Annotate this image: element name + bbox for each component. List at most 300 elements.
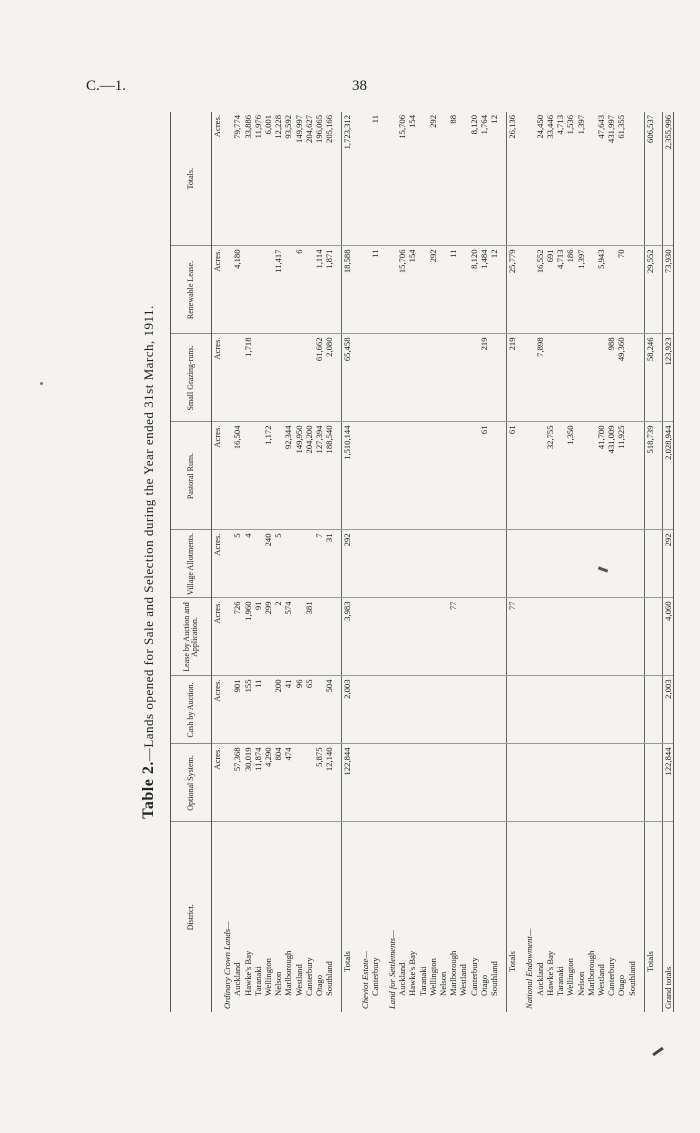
table-row xyxy=(407,112,417,1012)
table-cell xyxy=(304,246,314,334)
table-cell xyxy=(499,822,507,1012)
table-cell xyxy=(479,744,489,822)
table-row xyxy=(324,112,334,1012)
table-cell xyxy=(438,676,448,744)
table-cell: 4,290 xyxy=(263,744,273,822)
row-label: Hawke's Bay xyxy=(544,950,555,996)
table-cell xyxy=(428,676,438,744)
table-cell xyxy=(263,676,273,744)
table-cell xyxy=(616,598,626,676)
table-cell xyxy=(458,598,468,676)
table-cell xyxy=(407,744,417,822)
table-cell: 31 xyxy=(324,530,334,598)
table-cell: 11 xyxy=(370,112,380,246)
table-cell xyxy=(555,676,565,744)
table-cell xyxy=(469,676,479,744)
table-row xyxy=(243,112,253,1012)
table-cell xyxy=(418,422,428,530)
table-row xyxy=(263,112,273,1012)
table-cell: 8,120 xyxy=(469,112,479,246)
table-cell xyxy=(489,530,499,598)
table-cell xyxy=(387,422,397,530)
table-cell xyxy=(586,246,596,334)
table-cell: 65,458 xyxy=(342,334,353,422)
column-header: District. xyxy=(171,822,212,1012)
table-cell xyxy=(253,422,263,530)
table-cell xyxy=(334,246,342,334)
table-cell xyxy=(596,676,606,744)
table-cell xyxy=(545,530,555,598)
row-label: Canterbury xyxy=(606,957,617,996)
table-cell xyxy=(360,676,370,744)
table-cell xyxy=(380,822,387,1012)
table-cell xyxy=(353,334,360,422)
table-cell: 691 xyxy=(545,246,555,334)
rotated-table-frame xyxy=(140,112,673,1012)
table-caption: —Lands opened for Sale and Selection during the Year ended 31st March, 1911. xyxy=(141,305,156,762)
table-cell: 8,120 xyxy=(469,246,479,334)
table-cell xyxy=(458,334,468,422)
row-label: Auckland xyxy=(534,962,545,996)
table-row xyxy=(586,112,596,1012)
table-cell: 49,360 xyxy=(616,334,626,422)
table-cell xyxy=(517,246,524,334)
table-cell xyxy=(407,530,417,598)
table-cell: 12,228 xyxy=(273,112,283,246)
spacer-row xyxy=(637,112,645,1012)
table-cell: 4,713 xyxy=(555,112,565,246)
table-cell: 240 xyxy=(263,530,273,598)
table-cell xyxy=(517,530,524,598)
table-cell xyxy=(353,422,360,530)
table-cell xyxy=(360,246,370,334)
table-cell xyxy=(418,112,428,246)
table-cell xyxy=(222,598,232,676)
table-cell: 204,627 xyxy=(304,112,314,246)
table-cell: 149,950 xyxy=(294,422,304,530)
table-cell: 25,779 xyxy=(507,246,518,334)
table-cell xyxy=(360,598,370,676)
table-cell: 2,003 xyxy=(662,676,673,744)
table-cell xyxy=(222,744,232,822)
table-cell xyxy=(253,246,263,334)
table-cell xyxy=(283,530,293,598)
column-header: Renewable Lease. xyxy=(171,246,212,334)
table-cell xyxy=(360,112,370,246)
table-cell: 61,355 xyxy=(616,112,626,246)
table-cell xyxy=(387,112,397,246)
column-header: Village Allotments. xyxy=(171,530,212,598)
table-cell xyxy=(387,598,397,676)
table-cell xyxy=(397,744,407,822)
table-cell: 73,930 xyxy=(662,246,673,334)
table-cell xyxy=(545,676,555,744)
table-cell xyxy=(524,744,534,822)
table-row xyxy=(535,112,545,1012)
table-row xyxy=(616,112,626,1012)
table-cell xyxy=(334,530,342,598)
row-label: Auckland xyxy=(232,962,243,996)
totals-row xyxy=(342,112,353,1012)
table-cell: 4,713 xyxy=(555,246,565,334)
table-cell: 2,080 xyxy=(324,334,334,422)
row-label: Taranaki xyxy=(555,966,566,996)
spacer-row xyxy=(517,112,524,1012)
table-cell xyxy=(387,246,397,334)
table-cell: 518,739 xyxy=(644,422,655,530)
row-label: Taranaki xyxy=(252,966,263,996)
table-cell xyxy=(458,112,468,246)
table-cell xyxy=(606,676,616,744)
table-cell xyxy=(627,676,637,744)
table-cell: 65 xyxy=(304,676,314,744)
table-cell xyxy=(370,422,380,530)
table-cell: 5,875 xyxy=(314,744,324,822)
section-heading: Cheviot Estate— xyxy=(359,951,370,1009)
table-cell: 186 xyxy=(565,246,575,334)
table-cell xyxy=(616,744,626,822)
table-number: Table 2. xyxy=(140,761,157,819)
table-cell xyxy=(606,246,616,334)
row-label: Taranaki xyxy=(417,966,428,996)
table-cell xyxy=(499,334,507,422)
table-cell: 11,925 xyxy=(616,422,626,530)
table-cell xyxy=(637,822,645,1012)
table-cell xyxy=(627,744,637,822)
table-cell xyxy=(627,246,637,334)
table-cell xyxy=(517,598,524,676)
table-cell xyxy=(469,598,479,676)
row-label: Marlborough xyxy=(448,950,459,996)
table-cell xyxy=(407,676,417,744)
table-cell xyxy=(353,246,360,334)
table-cell: 1,718 xyxy=(243,334,253,422)
column-header: Cash by Auction. xyxy=(171,676,212,744)
table-cell xyxy=(606,598,616,676)
grand-totals-row xyxy=(662,112,673,1012)
table-cell: 1,536 xyxy=(565,112,575,246)
table-cell xyxy=(438,422,448,530)
table-cell: 91 xyxy=(253,598,263,676)
table-cell xyxy=(428,598,438,676)
table-cell xyxy=(448,676,458,744)
table-cell: 11,417 xyxy=(273,246,283,334)
table-cell: 57,368 xyxy=(232,744,242,822)
lands-table xyxy=(170,112,674,1012)
table-cell xyxy=(360,334,370,422)
table-cell xyxy=(655,676,663,744)
table-cell: 29,552 xyxy=(644,246,655,334)
table-cell xyxy=(387,530,397,598)
table-cell xyxy=(353,112,360,246)
row-label: Canterbury xyxy=(369,957,380,996)
table-cell xyxy=(565,334,575,422)
table-cell xyxy=(397,530,407,598)
table-row xyxy=(232,112,242,1012)
table-cell: 47,643 xyxy=(596,112,606,246)
table-row xyxy=(428,112,438,1012)
unit-label: Acres. xyxy=(212,246,223,334)
row-label: Auckland xyxy=(397,962,408,996)
table-cell: 1,510,144 xyxy=(342,422,353,530)
unit-label: Acres. xyxy=(212,676,223,744)
table-cell: 11,976 xyxy=(253,112,263,246)
table-cell xyxy=(507,744,518,822)
table-cell xyxy=(334,112,342,246)
table-cell xyxy=(499,530,507,598)
table-cell: 219 xyxy=(479,334,489,422)
table-cell: 30,019 xyxy=(243,744,253,822)
table-cell xyxy=(458,676,468,744)
table-cell xyxy=(644,744,655,822)
spacer-row xyxy=(353,112,360,1012)
table-cell: 1,114 xyxy=(314,246,324,334)
table-cell xyxy=(458,530,468,598)
table-cell: 2,003 xyxy=(342,676,353,744)
table-cell xyxy=(596,598,606,676)
table-cell xyxy=(524,422,534,530)
table-cell: 15,706 xyxy=(397,246,407,334)
table-cell xyxy=(479,598,489,676)
table-cell: 188,540 xyxy=(324,422,334,530)
table-cell: 431,997 xyxy=(606,112,616,246)
column-header: Small Grazing-runs. xyxy=(171,334,212,422)
table-cell xyxy=(304,744,314,822)
table-cell xyxy=(524,112,534,246)
table-cell xyxy=(576,744,586,822)
table-cell xyxy=(517,422,524,530)
table-cell xyxy=(489,744,499,822)
table-cell: 77 xyxy=(448,598,458,676)
table-cell xyxy=(524,246,534,334)
table-cell xyxy=(606,530,616,598)
table-cell xyxy=(644,598,655,676)
section-heading: Ordinary Crown Lands— xyxy=(222,921,233,1009)
row-label: Marlborough xyxy=(585,950,596,996)
table-cell xyxy=(489,334,499,422)
table-cell: 292 xyxy=(428,112,438,246)
table-cell xyxy=(370,530,380,598)
table-cell xyxy=(353,530,360,598)
table-cell xyxy=(535,422,545,530)
table-cell xyxy=(222,112,232,246)
table-cell xyxy=(489,676,499,744)
table-cell xyxy=(499,246,507,334)
table-cell xyxy=(438,246,448,334)
row-label: Wellington xyxy=(427,958,438,996)
table-cell xyxy=(438,598,448,676)
table-cell: 292 xyxy=(662,530,673,598)
table-cell xyxy=(448,334,458,422)
units-row xyxy=(212,112,223,1012)
table-cell xyxy=(586,112,596,246)
column-header: Lease by Auction and Application. xyxy=(171,598,212,676)
table-cell: 606,537 xyxy=(644,112,655,246)
table-cell xyxy=(637,530,645,598)
row-label: Canterbury xyxy=(303,957,314,996)
table-cell xyxy=(294,598,304,676)
table-cell xyxy=(469,744,479,822)
table-cell: 292 xyxy=(428,246,438,334)
table-cell xyxy=(655,246,663,334)
table-cell: 2,355,996 xyxy=(662,112,673,246)
table-cell xyxy=(407,422,417,530)
table-cell xyxy=(428,334,438,422)
table-cell xyxy=(428,530,438,598)
table-row xyxy=(565,112,575,1012)
table-cell xyxy=(263,334,273,422)
table-cell: 574 xyxy=(283,598,293,676)
table-row xyxy=(606,112,616,1012)
table-cell xyxy=(507,530,518,598)
table-cell xyxy=(616,530,626,598)
unit-label: Acres. xyxy=(212,422,223,530)
table-cell xyxy=(606,744,616,822)
table-cell xyxy=(438,530,448,598)
table-cell xyxy=(222,246,232,334)
row-label: Totals xyxy=(342,822,353,1012)
table-cell: 26,136 xyxy=(507,112,518,246)
table-cell: 12 xyxy=(489,246,499,334)
table-row xyxy=(438,112,448,1012)
table-title xyxy=(140,112,166,1012)
table-cell: 1,960 xyxy=(243,598,253,676)
table-cell xyxy=(517,676,524,744)
table-cell: 61 xyxy=(479,422,489,530)
table-row xyxy=(418,112,428,1012)
table-cell xyxy=(353,822,360,1012)
row-label: Westland xyxy=(458,964,469,996)
table-cell xyxy=(380,334,387,422)
table-cell xyxy=(304,334,314,422)
table-header xyxy=(171,112,212,1012)
table-cell xyxy=(499,422,507,530)
unit-label: Acres. xyxy=(212,598,223,676)
table-cell xyxy=(535,530,545,598)
table-cell xyxy=(314,676,324,744)
table-cell: 70 xyxy=(616,246,626,334)
table-cell xyxy=(407,598,417,676)
table-cell xyxy=(576,530,586,598)
table-cell xyxy=(637,598,645,676)
table-cell xyxy=(304,530,314,598)
table-cell: 58,246 xyxy=(644,334,655,422)
table-cell: 32,755 xyxy=(545,422,555,530)
table-cell xyxy=(616,676,626,744)
table-cell xyxy=(360,530,370,598)
table-cell xyxy=(586,598,596,676)
table-cell xyxy=(655,334,663,422)
table-cell xyxy=(428,744,438,822)
table-cell xyxy=(637,744,645,822)
table-cell xyxy=(380,246,387,334)
table-cell xyxy=(545,598,555,676)
pen-mark xyxy=(652,1047,664,1056)
table-cell: 122,844 xyxy=(662,744,673,822)
table-cell xyxy=(489,598,499,676)
table-cell xyxy=(555,334,565,422)
table-cell: 154 xyxy=(407,112,417,246)
table-cell xyxy=(517,334,524,422)
table-cell: 11,874 xyxy=(253,744,263,822)
table-cell: 6 xyxy=(294,246,304,334)
totals-row xyxy=(507,112,518,1012)
table-cell: 61 xyxy=(507,422,518,530)
table-cell: 11 xyxy=(370,246,380,334)
table-cell: 12 xyxy=(489,112,499,246)
table-cell: 1,172 xyxy=(263,422,273,530)
spacer-row xyxy=(380,112,387,1012)
table-cell xyxy=(627,422,637,530)
table-cell xyxy=(334,598,342,676)
table-cell xyxy=(596,530,606,598)
table-cell: 7,898 xyxy=(535,334,545,422)
row-label: Nelson xyxy=(273,971,284,996)
table-cell xyxy=(535,676,545,744)
table-cell: 1,397 xyxy=(576,112,586,246)
table-cell xyxy=(586,530,596,598)
table-cell xyxy=(576,334,586,422)
table-cell xyxy=(253,334,263,422)
table-cell: 41,700 xyxy=(596,422,606,530)
table-cell xyxy=(387,334,397,422)
table-cell: 77 xyxy=(507,598,518,676)
section-heading-row xyxy=(387,112,397,1012)
section-heading-row xyxy=(360,112,370,1012)
table-cell: 292 xyxy=(342,530,353,598)
table-cell: 1,484 xyxy=(479,246,489,334)
table-cell xyxy=(334,422,342,530)
table-cell xyxy=(637,422,645,530)
table-cell xyxy=(380,530,387,598)
table-cell xyxy=(517,744,524,822)
table-cell xyxy=(324,598,334,676)
table-cell xyxy=(353,598,360,676)
table-cell xyxy=(576,598,586,676)
row-label: Wellington xyxy=(263,958,274,996)
table-cell xyxy=(489,422,499,530)
table-cell xyxy=(294,334,304,422)
table-cell xyxy=(380,676,387,744)
table-cell xyxy=(370,334,380,422)
row-label: Southland xyxy=(324,961,335,996)
table-cell xyxy=(469,334,479,422)
table-row xyxy=(448,112,458,1012)
table-cell xyxy=(555,598,565,676)
table-cell xyxy=(222,530,232,598)
table-row xyxy=(596,112,606,1012)
table-cell xyxy=(596,334,606,422)
speck-mark xyxy=(40,382,43,385)
table-cell xyxy=(517,822,524,1012)
table-cell: 3,983 xyxy=(342,598,353,676)
section-heading: Land for Settlements— xyxy=(387,930,398,1009)
table-cell xyxy=(334,334,342,422)
table-cell xyxy=(370,598,380,676)
table-cell: 5 xyxy=(273,530,283,598)
table-cell xyxy=(524,676,534,744)
table-cell xyxy=(380,744,387,822)
table-cell xyxy=(283,246,293,334)
row-label: Nelson xyxy=(438,971,449,996)
table-cell: 988 xyxy=(606,334,616,422)
table-cell xyxy=(222,676,232,744)
table-cell xyxy=(499,744,507,822)
table-cell: 16,504 xyxy=(232,422,242,530)
table-cell xyxy=(517,112,524,246)
table-cell: 5 xyxy=(232,530,242,598)
table-cell: 474 xyxy=(283,744,293,822)
